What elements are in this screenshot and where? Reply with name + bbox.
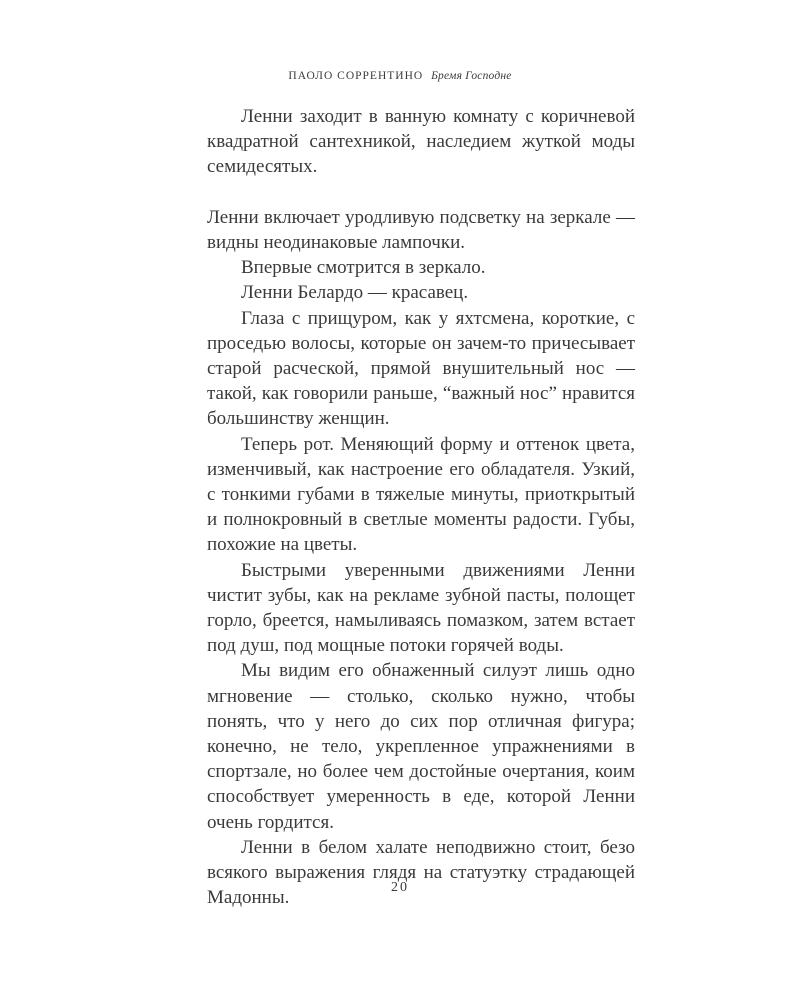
running-head xyxy=(0,70,800,82)
page-number: 20 xyxy=(391,880,409,895)
running-head-title: Бремя Господне xyxy=(431,70,512,82)
paragraph: Ленни включает уродливую подсветку на зеркале — видны неодинаковые лампочки. xyxy=(207,206,635,253)
paragraph: Ленни заходит в ванную комнату с коричневой квадратной сантехникой, наследием жуткой моды семидесятых. xyxy=(207,106,635,178)
paragraph: Ленни в белом халате неподвижно стоит, безо всякого выражения глядя на статуэтку страдающей Мадонны. xyxy=(207,836,635,909)
paragraph: Ленни Белардо — красавец. xyxy=(241,282,469,304)
paragraph: Мы видим его обнаженный силуэт лишь одно мгновение — столько, сколько нужно, чтобы понять, что у него до сих пор отличная фигура; конечно, не тело, укрепленное упражнениями в спортзале, но более чем достойные очертания, коим способствует умеренность в еде, которой Ленни очень гордится. xyxy=(207,660,635,833)
running-head-author: ПАОЛО СОРРЕНТИНО xyxy=(288,70,424,82)
paragraph: Впервые смотрится в зеркало. xyxy=(241,257,486,279)
paragraph: Глаза с прищуром, как у яхтсмена, короткие, с проседью волосы, которые он зачем-то причесывает старой расческой, прямой внушительный нос — такой, как говорили раньше, “важный нос” нравится большинству женщин. xyxy=(207,307,635,430)
body-text xyxy=(207,104,635,910)
paragraph: Быстрыми уверенными движениями Ленни чистит зубы, как на рекламе зубной пасты, полощет горло, бреется, намыливаясь помазком, затем встает под душ, под мощные потоки горячей воды. xyxy=(207,559,635,657)
paragraph: Теперь рот. Меняющий форму и оттенок цвета, изменчивый, как настроение его обладателя. Узкий, с тонкими губами в тяжелые минуты, приоткрытый и полнокровный в светлые моменты радости. Губы, похожие на цветы. xyxy=(207,433,635,556)
